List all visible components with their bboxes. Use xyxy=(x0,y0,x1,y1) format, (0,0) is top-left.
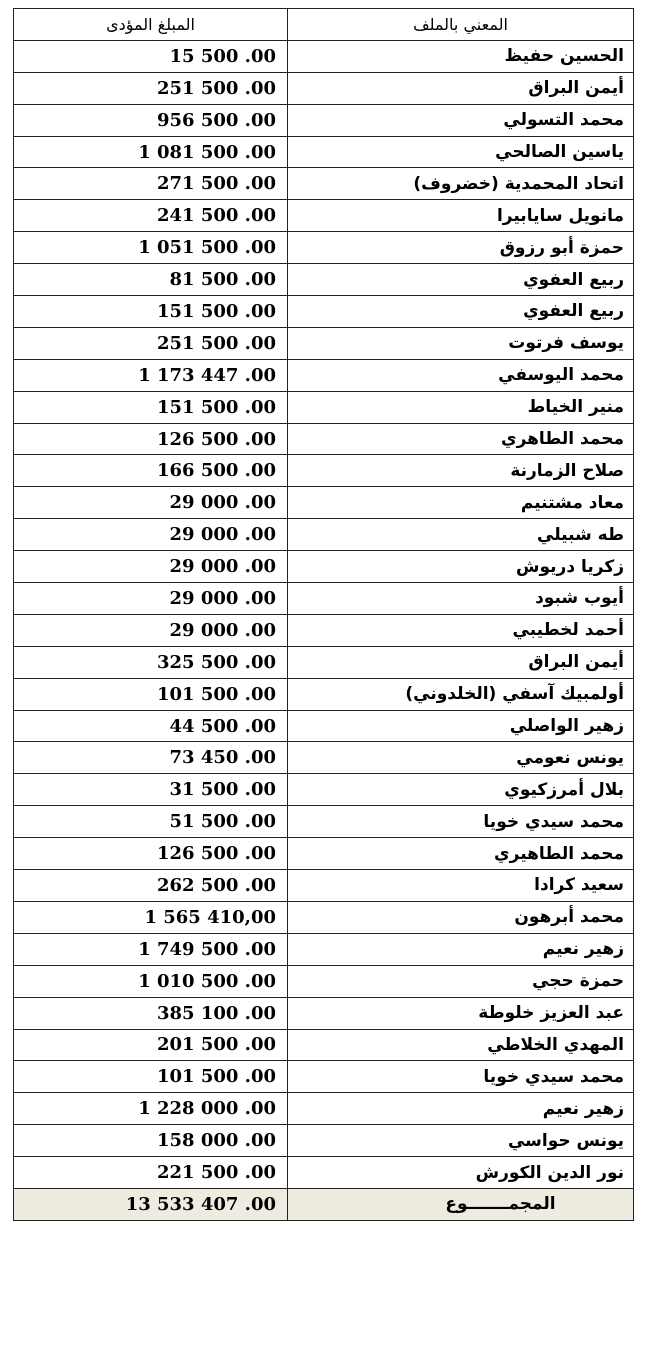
name-cell: معاد مشتنيم xyxy=(288,487,634,519)
amount-cell: 166 500 .00 xyxy=(14,455,288,487)
name-cell: أحمد لخطيبي xyxy=(288,614,634,646)
table-row xyxy=(14,232,634,264)
table-row xyxy=(14,423,634,455)
name-cell: محمد الطاهري xyxy=(288,423,634,455)
name-cell: محمد اليوسفي xyxy=(288,359,634,391)
name-cell: أولمبيك آسفي (الخلدوني) xyxy=(288,678,634,710)
amount-cell: 1 228 000 .00 xyxy=(14,1093,288,1125)
amount-cell: 29 000 .00 xyxy=(14,487,288,519)
name-cell: الحسين حفيظ xyxy=(288,40,634,72)
table-row xyxy=(14,774,634,806)
amount-cell: 73 450 .00 xyxy=(14,742,288,774)
name-cell: زهير نعيم xyxy=(288,933,634,965)
name-cell: منير الخياط xyxy=(288,391,634,423)
name-cell: المهدي الخلاطي xyxy=(288,1029,634,1061)
amount-cell: 29 000 .00 xyxy=(14,519,288,551)
name-cell: حمزة حجي xyxy=(288,965,634,997)
name-column-header: المعني بالملف xyxy=(288,9,634,41)
amount-cell: 101 500 .00 xyxy=(14,678,288,710)
amount-cell: 151 500 .00 xyxy=(14,391,288,423)
table-row xyxy=(14,40,634,72)
name-cell: محمد الطاهيري xyxy=(288,838,634,870)
table-row xyxy=(14,136,634,168)
table-row xyxy=(14,678,634,710)
amount-cell: 1 010 500 .00 xyxy=(14,965,288,997)
table-row xyxy=(14,296,634,328)
amount-cell: 151 500 .00 xyxy=(14,296,288,328)
table-row xyxy=(14,742,634,774)
name-cell: محمد سيدي خويا xyxy=(288,1061,634,1093)
amount-cell: 262 500 .00 xyxy=(14,870,288,902)
amount-cell: 251 500 .00 xyxy=(14,72,288,104)
table-row xyxy=(14,1125,634,1157)
amount-cell: 221 500 .00 xyxy=(14,1157,288,1189)
table-row xyxy=(14,583,634,615)
table-row xyxy=(14,519,634,551)
amount-column-header: المبلغ المؤدى xyxy=(14,9,288,41)
name-cell: بلال أمرزكيوي xyxy=(288,774,634,806)
name-cell: يونس نعومي xyxy=(288,742,634,774)
table-row xyxy=(14,997,634,1029)
name-cell: سعيد كرادا xyxy=(288,870,634,902)
name-cell: يوسف فرتوت xyxy=(288,327,634,359)
amount-cell: 385 100 .00 xyxy=(14,997,288,1029)
header-row xyxy=(14,9,634,41)
amount-cell: 44 500 .00 xyxy=(14,710,288,742)
table-row xyxy=(14,264,634,296)
amount-cell: 1 051 500 .00 xyxy=(14,232,288,264)
total-amount: 13 533 407 .00 xyxy=(14,1188,288,1220)
table-row xyxy=(14,933,634,965)
table-row xyxy=(14,327,634,359)
name-cell: ربيع العفوي xyxy=(288,264,634,296)
name-cell: صلاح الزمارنة xyxy=(288,455,634,487)
payments-table xyxy=(13,8,634,1221)
name-cell: زهير الواصلي xyxy=(288,710,634,742)
amount-cell: 29 000 .00 xyxy=(14,551,288,583)
table-row xyxy=(14,487,634,519)
name-cell: زكريا دريوش xyxy=(288,551,634,583)
table-row xyxy=(14,551,634,583)
name-cell: محمد سيدي خويا xyxy=(288,806,634,838)
name-cell: أيوب شبود xyxy=(288,583,634,615)
name-cell: أيمن البراق xyxy=(288,646,634,678)
table-row xyxy=(14,1093,634,1125)
name-cell: طه شبيلي xyxy=(288,519,634,551)
name-cell: محمد أبرهون xyxy=(288,901,634,933)
total-label: المجمـــــــوع xyxy=(288,1188,634,1220)
name-cell: محمد التسولي xyxy=(288,104,634,136)
table-row xyxy=(14,72,634,104)
table-row xyxy=(14,870,634,902)
table-row xyxy=(14,391,634,423)
amount-cell: 158 000 .00 xyxy=(14,1125,288,1157)
name-cell: ربيع العفوي xyxy=(288,296,634,328)
table-row xyxy=(14,1029,634,1061)
table-row xyxy=(14,1157,634,1189)
table-row xyxy=(14,806,634,838)
amount-cell: 29 000 .00 xyxy=(14,614,288,646)
amount-cell: 126 500 .00 xyxy=(14,838,288,870)
table-row xyxy=(14,200,634,232)
amount-cell: 201 500 .00 xyxy=(14,1029,288,1061)
name-cell: حمزة أبو رزوق xyxy=(288,232,634,264)
table-row xyxy=(14,1061,634,1093)
table-row xyxy=(14,838,634,870)
name-cell: زهير نعيم xyxy=(288,1093,634,1125)
table-body xyxy=(14,40,634,1188)
table-row xyxy=(14,614,634,646)
amount-cell: 1 749 500 .00 xyxy=(14,933,288,965)
amount-cell: 81 500 .00 xyxy=(14,264,288,296)
table-row xyxy=(14,168,634,200)
name-cell: مانويل سايابيرا xyxy=(288,200,634,232)
table-row xyxy=(14,901,634,933)
table-row xyxy=(14,455,634,487)
amount-cell: 271 500 .00 xyxy=(14,168,288,200)
table-row xyxy=(14,710,634,742)
total-row xyxy=(14,1188,634,1220)
name-cell: يونس حواسي xyxy=(288,1125,634,1157)
amount-cell: 51 500 .00 xyxy=(14,806,288,838)
name-cell: ياسين الصالحي xyxy=(288,136,634,168)
amount-cell: 1 081 500 .00 xyxy=(14,136,288,168)
amount-cell: 956 500 .00 xyxy=(14,104,288,136)
amount-cell: 241 500 .00 xyxy=(14,200,288,232)
name-cell: أيمن البراق xyxy=(288,72,634,104)
amount-cell: 251 500 .00 xyxy=(14,327,288,359)
amount-cell: 29 000 .00 xyxy=(14,583,288,615)
table-row xyxy=(14,965,634,997)
amount-cell: 325 500 .00 xyxy=(14,646,288,678)
table-row xyxy=(14,359,634,391)
amount-cell: 101 500 .00 xyxy=(14,1061,288,1093)
amount-cell: 15 500 .00 xyxy=(14,40,288,72)
amount-cell: 126 500 .00 xyxy=(14,423,288,455)
name-cell: اتحاد المحمدية (خضروف) xyxy=(288,168,634,200)
table-row xyxy=(14,104,634,136)
table-row xyxy=(14,646,634,678)
name-cell: نور الدين الكورش xyxy=(288,1157,634,1189)
amount-cell: 31 500 .00 xyxy=(14,774,288,806)
amount-cell: 1 565 410,00 xyxy=(14,901,288,933)
name-cell: عبد العزيز خلوطة xyxy=(288,997,634,1029)
amount-cell: 1 173 447 .00 xyxy=(14,359,288,391)
